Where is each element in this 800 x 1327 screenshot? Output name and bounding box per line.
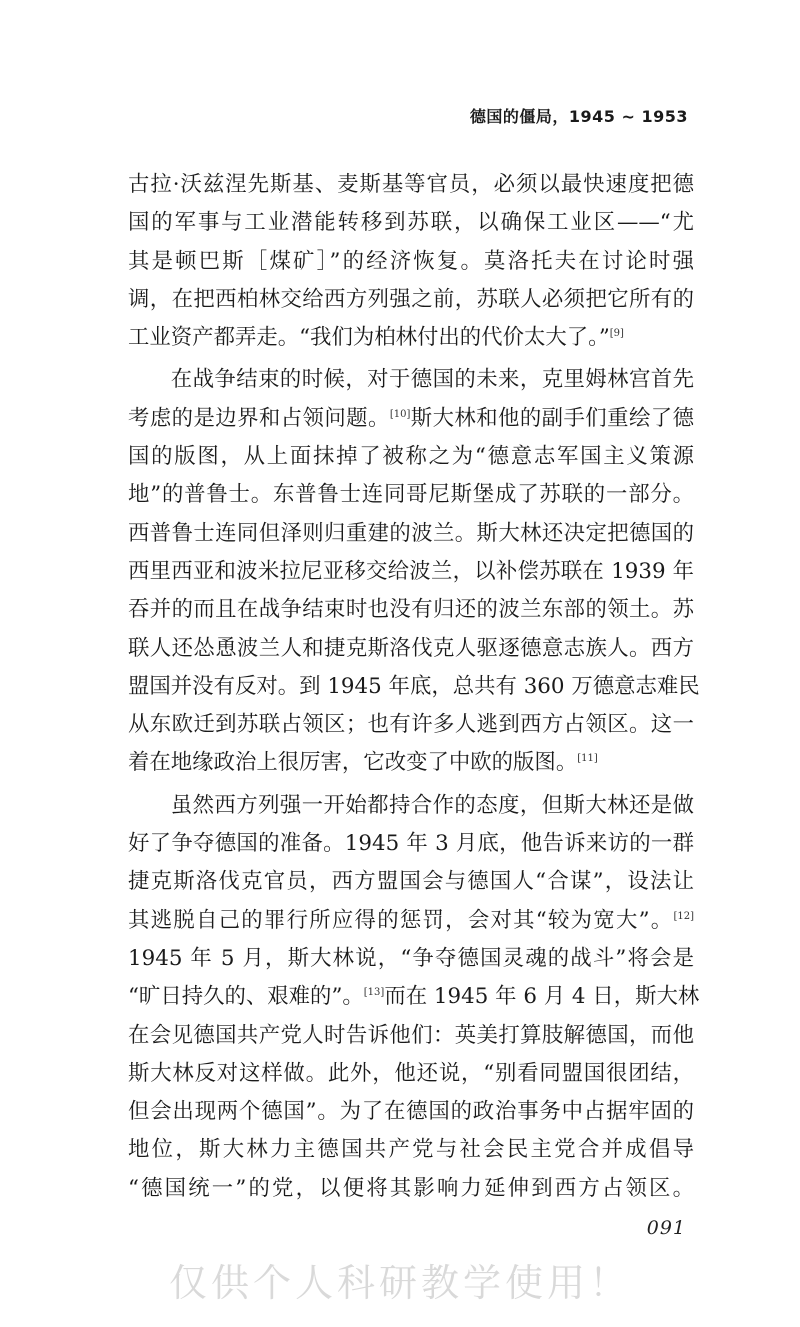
text-line: 调，在把西柏林交给西方列强之前，苏联人必须把它所有的	[128, 286, 694, 312]
text-line	[128, 744, 694, 782]
text-line: 1945 年 5 月，斯大林说，“争夺德国灵魂的战斗”将会是	[128, 945, 694, 971]
body-text	[128, 166, 700, 1212]
text-line	[128, 319, 694, 357]
text-segment: 着在地缘政治上很厉害，它改变了中欧的版图。	[128, 750, 578, 776]
text-line: 国的军事与工业潜能转移到苏联，以确保工业区——“尤	[128, 210, 694, 236]
footnote-marker: [10]	[389, 408, 411, 420]
footnote-marker: [13]	[363, 987, 385, 999]
text-line: 但会出现两个德国”。为了在德国的政治事务中占据牢固的	[128, 1099, 694, 1125]
text-line: 国的版图，从上面抹掉了被称之为“德意志军国主义策源	[128, 444, 694, 470]
text-segment: “旷日持久的、艰难的”。	[128, 984, 364, 1010]
paragraph-3	[128, 787, 700, 1208]
footnote-marker: [9]	[609, 328, 624, 340]
footnote-marker: [11]	[577, 753, 598, 765]
text-segment: 而在 1945 年 6 月 4 日，斯大林	[384, 984, 700, 1010]
paragraph-2	[128, 361, 700, 782]
text-line: 西里西亚和波米拉尼亚移交给波兰，以补偿苏联在 1939 年	[128, 558, 694, 584]
footnote-marker: [12]	[673, 910, 694, 922]
text-segment: 斯大林和他的副手们重绘了德	[410, 405, 694, 431]
text-line: 西普鲁士连同但泽则归重建的波兰。斯大林还决定把德国的	[128, 520, 694, 546]
watermark: 仅供个人科研教学使用！	[168, 1261, 631, 1305]
page-number: 091	[646, 1217, 686, 1239]
text-line: 捷克斯洛伐克官员，西方盟国会与德国人“合谋”，设法让	[128, 869, 694, 895]
text-segment: 其逃脱自己的罪行所应得的惩罚，会对其“较为宽大”。	[128, 907, 674, 933]
text-line	[128, 978, 700, 1016]
text-line: 斯大林反对这样做。此外，他还说，“别看同盟国很团结，	[128, 1060, 694, 1086]
text-line	[128, 400, 694, 438]
text-line: 地位，斯大林力主德国共产党与社会民主党合并成倡导	[128, 1137, 694, 1163]
running-header: 德国的僵局，1945 ~ 1953	[469, 107, 688, 126]
text-line: 好了争夺德国的准备。1945 年 3 月底，他告诉来访的一群	[128, 831, 694, 857]
text-line	[128, 902, 694, 940]
text-line: 在会见德国共产党人时告诉他们：英美打算肢解德国，而他	[128, 1022, 694, 1048]
text-line: 在战争结束的时候，对于德国的未来，克里姆林宫首先	[170, 367, 694, 393]
text-line: 吞并的而且在战争结束时也没有归还的波兰东部的领土。苏	[128, 597, 694, 623]
text-segment: 考虑的是边界和占领问题。	[128, 405, 390, 431]
text-line: 地”的普鲁士。东普鲁士连同哥尼斯堡成了苏联的一部分。	[128, 482, 694, 508]
text-segment: 工业资产都弄走。“我们为柏林付出的代价太大了。”	[128, 325, 610, 351]
text-line: 古拉·沃兹涅先斯基、麦斯基等官员，必须以最快速度把德	[128, 172, 694, 197]
text-line: 其是顿巴斯［煤矿］”的经济恢复。莫洛托夫在讨论时强	[128, 248, 694, 274]
paragraph-1	[128, 166, 694, 357]
text-line: “德国统一”的党，以便将其影响力延伸到西方占领区。	[128, 1175, 694, 1201]
text-line: 从东欧迁到苏联占领区；也有许多人逃到西方占领区。这一	[128, 712, 694, 738]
text-line: 盟国并没有反对。到 1945 年底，总共有 360 万德意志难民	[128, 673, 700, 699]
text-line: 联人还怂恿波兰人和捷克斯洛伐克人驱逐德意志族人。西方	[128, 635, 694, 661]
text-line: 虽然西方列强一开始都持合作的态度，但斯大林还是做	[170, 792, 694, 818]
